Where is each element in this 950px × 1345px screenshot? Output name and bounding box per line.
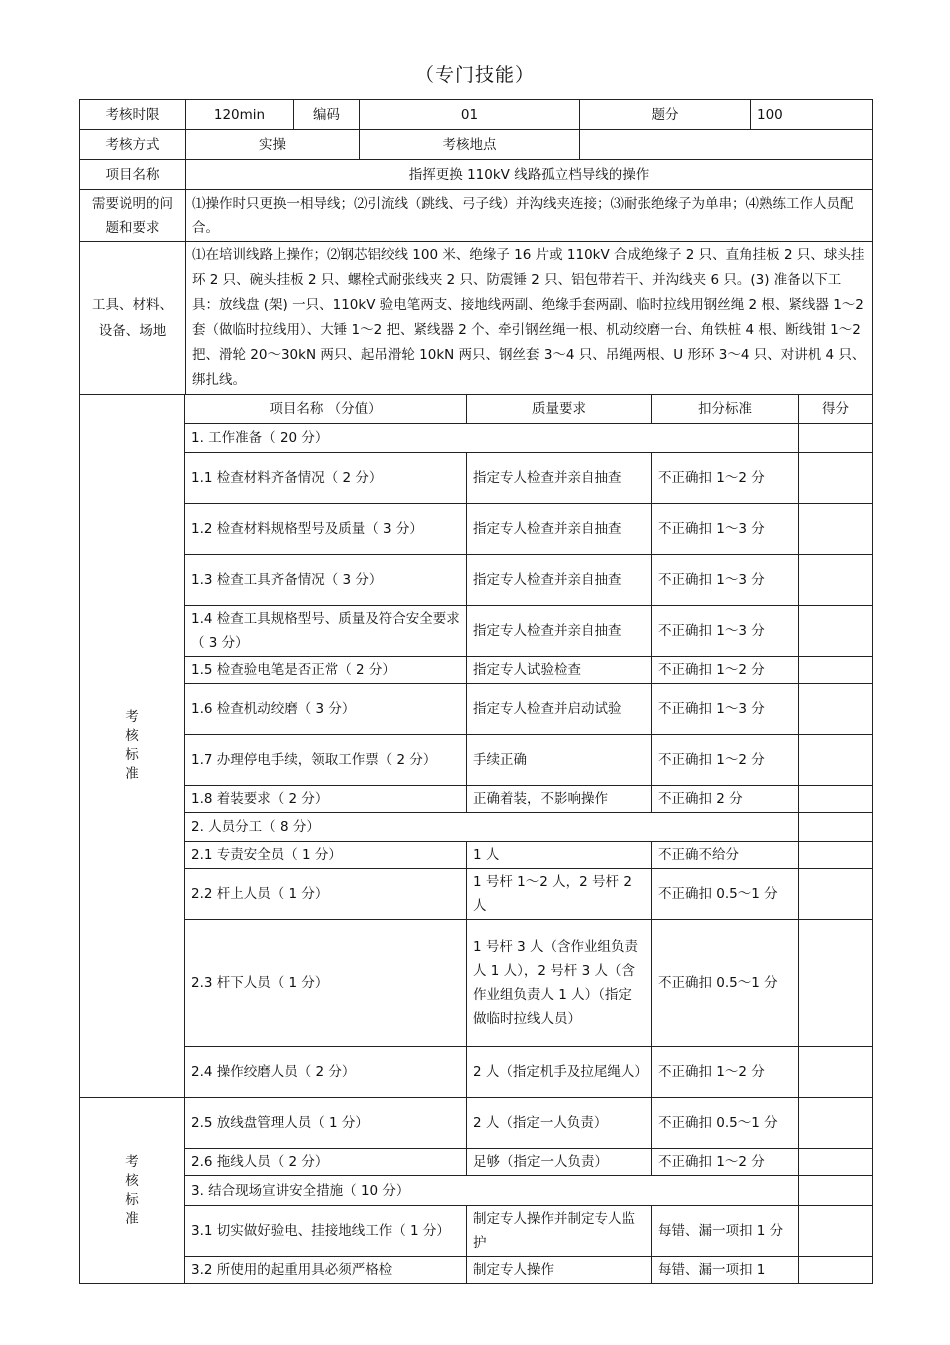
quality-requirement: 指定专人检查并亲自抽查 xyxy=(467,606,652,657)
deduction-standard: 不正确扣 0.5～1 分 xyxy=(652,920,799,1047)
tools-value: ⑴在培训线路上操作；⑵钢芯铝绞线 100 米、绝缘子 16 片或 110kV 合成绝缘子 2 只、直角挂板 2 只、球头挂环 2 只、碗头挂板 2 只、螺栓式耐张线夹 2 只、防震锤 2 只、铝包带若干、并沟线夹 6 只。(3) 准备以下工具：放线盘 (架) 一只、110kV 验电笔两支、接地线两副、绝缘手套两副、临时拉线用钢丝绳 2 根、紧线器 1～2 套（做临时拉线用）、大锤 1～2 把、紧线器 2 个、牵引钢丝绳一根、机动绞磨一台、角铁桩 4 根、断线钳 1～2 把、滑轮 20～30kN 两只、起吊滑轮 10kN 两只、钢丝套 3～4 只、吊绳两根、U 形环 3～4 只、对讲机 4 只、绑扎线。 xyxy=(186,242,873,395)
item-name: 1.7 办理停电手续，领取工作票（ 2 分） xyxy=(185,735,467,786)
score-cell xyxy=(799,504,873,555)
quality-requirement: 指定专人检查并启动试验 xyxy=(467,684,652,735)
deduction-standard: 不正确扣 1～2 分 xyxy=(652,657,799,684)
item-name: 2.3 杆下人员（ 1 分） xyxy=(185,920,467,1047)
item-name: 1.1 检查材料齐备情况（ 2 分） xyxy=(185,453,467,504)
header-quality: 质量要求 xyxy=(467,395,652,424)
score-cell xyxy=(799,657,873,684)
table-row xyxy=(80,869,873,920)
method-value: 实操 xyxy=(186,130,360,160)
item-name: 3.1 切实做好验电、挂接地线工作（ 1 分） xyxy=(185,1206,467,1257)
quality-requirement: 1 人 xyxy=(467,842,652,869)
deduction-standard: 不正确扣 1～2 分 xyxy=(652,735,799,786)
section-title: 2. 人员分工（ 8 分） xyxy=(185,813,799,842)
deduction-standard: 不正确扣 1～3 分 xyxy=(652,504,799,555)
item-name: 1.8 着装要求（ 2 分） xyxy=(185,786,467,813)
code-label: 编码 xyxy=(294,100,360,130)
score-cell xyxy=(799,869,873,920)
time-limit-label: 考核时限 xyxy=(80,100,186,130)
score-label: 题分 xyxy=(580,100,751,130)
score-cell xyxy=(799,813,873,842)
header-score: 得分 xyxy=(799,395,873,424)
score-cell xyxy=(799,1206,873,1257)
table-row xyxy=(80,453,873,504)
table-row xyxy=(80,1149,873,1176)
score-cell xyxy=(799,786,873,813)
table-row xyxy=(80,555,873,606)
method-label: 考核方式 xyxy=(80,130,186,160)
notes-value: ⑴操作时只更换一相导线；⑵引流线（跳线、弓子线）并沟线夹连接；⑶耐张绝缘子为单串；⑷熟练工作人员配合。 xyxy=(186,190,873,242)
score-cell xyxy=(799,735,873,786)
quality-requirement: 2 人（指定机手及拉尾绳人） xyxy=(467,1047,652,1098)
deduction-standard: 不正确扣 0.5～1 分 xyxy=(652,1098,799,1149)
item-name: 1.5 检查验电笔是否正常（ 2 分） xyxy=(185,657,467,684)
score-cell xyxy=(799,1176,873,1206)
item-name: 1.6 检查机动绞磨（ 3 分） xyxy=(185,684,467,735)
table-row xyxy=(80,842,873,869)
quality-requirement: 制定专人操作并制定专人监护 xyxy=(467,1206,652,1257)
section-row xyxy=(80,1176,873,1206)
side-label-standard: 考 核 标 准 xyxy=(80,1098,185,1284)
place-label: 考核地点 xyxy=(360,130,580,160)
quality-requirement: 指定专人试验检查 xyxy=(467,657,652,684)
deduction-standard: 不正确扣 1～3 分 xyxy=(652,606,799,657)
item-name: 2.5 放线盘管理人员（ 1 分） xyxy=(185,1098,467,1149)
table-row xyxy=(80,735,873,786)
page-title: （专门技能） xyxy=(414,64,535,86)
quality-requirement: 1 号杆 3 人（含作业组负责人 1 人），2 号杆 3 人（含作业组负责人 1 人）（指定做临时拉线人员） xyxy=(467,920,652,1047)
table-row xyxy=(80,684,873,735)
deduction-standard: 不正确扣 1～2 分 xyxy=(652,1149,799,1176)
quality-requirement: 2 人（指定一人负责） xyxy=(467,1098,652,1149)
deduction-standard: 不正确扣 2 分 xyxy=(652,786,799,813)
section-title: 1. 工作准备（ 20 分） xyxy=(185,424,799,453)
score-cell xyxy=(799,555,873,606)
score-cell xyxy=(799,842,873,869)
score-cell xyxy=(799,453,873,504)
quality-requirement: 指定专人检查并亲自抽查 xyxy=(467,555,652,606)
deduction-standard: 不正确不给分 xyxy=(652,842,799,869)
table-row xyxy=(80,1206,873,1257)
place-value xyxy=(580,130,873,160)
item-name: 2.1 专责安全员（ 1 分） xyxy=(185,842,467,869)
deduction-standard: 不正确扣 1～3 分 xyxy=(652,684,799,735)
quality-requirement: 足够（指定一人负责） xyxy=(467,1149,652,1176)
score-cell xyxy=(799,1047,873,1098)
table-row xyxy=(80,786,873,813)
quality-requirement: 1 号杆 1～2 人，2 号杆 2 人 xyxy=(467,869,652,920)
section-title: 3. 结合现场宣讲安全措施（ 10 分） xyxy=(185,1176,799,1206)
score-cell xyxy=(799,684,873,735)
item-name: 1.3 检查工具齐备情况（ 3 分） xyxy=(185,555,467,606)
table-row xyxy=(80,504,873,555)
score-value: 100 xyxy=(751,100,873,130)
score-cell xyxy=(799,424,873,453)
header-deduct: 扣分标准 xyxy=(652,395,799,424)
quality-requirement: 指定专人检查并亲自抽查 xyxy=(467,453,652,504)
deduction-standard: 每错、漏一项扣 1 分 xyxy=(652,1206,799,1257)
quality-requirement: 正确着装，不影响操作 xyxy=(467,786,652,813)
score-cell xyxy=(799,606,873,657)
item-name: 2.6 拖线人员（ 2 分） xyxy=(185,1149,467,1176)
table-row xyxy=(80,1257,873,1284)
score-cell xyxy=(799,1098,873,1149)
item-name: 3.2 所使用的起重用具必须严格检 xyxy=(185,1257,467,1284)
item-name: 1.4 检查工具规格型号、质量及符合安全要求（ 3 分） xyxy=(185,606,467,657)
quality-requirement: 手续正确 xyxy=(467,735,652,786)
table-row xyxy=(80,920,873,1047)
code-value: 01 xyxy=(360,100,580,130)
table-row xyxy=(80,1047,873,1098)
table-row xyxy=(80,606,873,657)
section-row xyxy=(80,424,873,453)
deduction-standard: 每错、漏一项扣 1 xyxy=(652,1257,799,1284)
assessment-standard-table xyxy=(79,394,873,1284)
item-name: 2.2 杆上人员（ 1 分） xyxy=(185,869,467,920)
side-label-standard: 考 核 标 准 xyxy=(80,395,185,1098)
deduction-standard: 不正确扣 0.5～1 分 xyxy=(652,869,799,920)
project-label: 项目名称 xyxy=(80,160,186,190)
time-limit-value: 120min xyxy=(186,100,294,130)
item-name: 2.4 操作绞磨人员（ 2 分） xyxy=(185,1047,467,1098)
score-cell xyxy=(799,1149,873,1176)
deduction-standard: 不正确扣 1～2 分 xyxy=(652,1047,799,1098)
exam-info-table xyxy=(79,99,873,395)
section-row xyxy=(80,813,873,842)
quality-requirement: 制定专人操作 xyxy=(467,1257,652,1284)
table-row xyxy=(80,657,873,684)
header-item: 项目名称 （分值） xyxy=(185,395,467,424)
notes-label: 需要说明的问题和要求 xyxy=(80,190,186,242)
item-name: 1.2 检查材料规格型号及质量（ 3 分） xyxy=(185,504,467,555)
score-cell xyxy=(799,1257,873,1284)
score-cell xyxy=(799,920,873,1047)
deduction-standard: 不正确扣 1～3 分 xyxy=(652,555,799,606)
deduction-standard: 不正确扣 1～2 分 xyxy=(652,453,799,504)
quality-requirement: 指定专人检查并亲自抽查 xyxy=(467,504,652,555)
table-row xyxy=(80,1098,873,1149)
project-value: 指挥更换 110kV 线路孤立档导线的操作 xyxy=(186,160,873,190)
tools-label: 工具、材料、设备、场地 xyxy=(80,242,186,395)
